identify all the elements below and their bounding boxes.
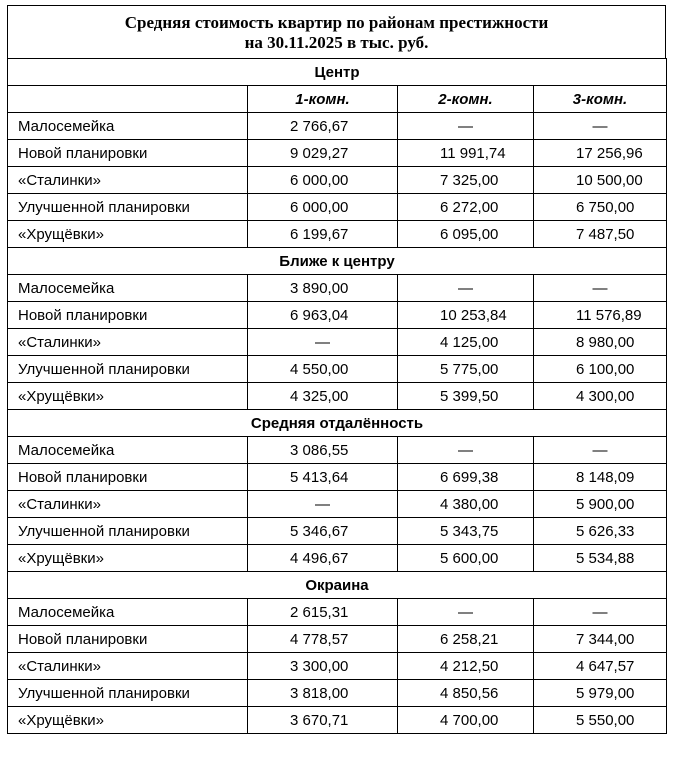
price-cell-1-room: 9 029,27	[248, 140, 398, 167]
table-row	[8, 275, 667, 302]
apartment-type-cell: Улучшенной планировки	[8, 194, 248, 221]
column-header-rooms-1: 1-комн.	[248, 86, 398, 113]
price-cell-3-room: 11 576,89	[534, 302, 667, 329]
section-header-row	[8, 410, 667, 437]
table-row	[8, 329, 667, 356]
price-cell-2-room: 10 253,84	[398, 302, 534, 329]
price-cell-2-room: —	[398, 599, 534, 626]
price-cell-1-room: 3 670,71	[248, 707, 398, 734]
column-header-row	[8, 86, 667, 113]
table-row	[8, 464, 667, 491]
price-cell-3-room: 8 980,00	[534, 329, 667, 356]
table-row	[8, 383, 667, 410]
price-table	[7, 58, 667, 734]
table-row	[8, 194, 667, 221]
table-row	[8, 626, 667, 653]
price-cell-1-room: 3 300,00	[248, 653, 398, 680]
table-row	[8, 113, 667, 140]
apartment-type-cell: Новой планировки	[8, 626, 248, 653]
price-cell-1-room: 6 199,67	[248, 221, 398, 248]
price-cell-3-room: 17 256,96	[534, 140, 667, 167]
apartment-type-cell: Новой планировки	[8, 140, 248, 167]
apartment-type-cell: «Сталинки»	[8, 653, 248, 680]
price-cell-3-room: 5 626,33	[534, 518, 667, 545]
price-cell-3-room: 8 148,09	[534, 464, 667, 491]
price-cell-1-room: —	[248, 329, 398, 356]
table-row	[8, 518, 667, 545]
price-cell-1-room: 5 413,64	[248, 464, 398, 491]
price-cell-3-room: 5 550,00	[534, 707, 667, 734]
price-cell-3-room: 7 344,00	[534, 626, 667, 653]
apartment-type-cell: Малосемейка	[8, 113, 248, 140]
price-cell-1-room: 2 615,31	[248, 599, 398, 626]
table-row	[8, 140, 667, 167]
table-row	[8, 221, 667, 248]
table-row	[8, 599, 667, 626]
price-cell-3-room: 7 487,50	[534, 221, 667, 248]
price-cell-3-room: —	[534, 437, 667, 464]
section-header-row	[8, 572, 667, 599]
price-cell-1-room: 4 325,00	[248, 383, 398, 410]
price-cell-3-room: —	[534, 275, 667, 302]
price-cell-2-room: 6 699,38	[398, 464, 534, 491]
price-cell-3-room: —	[534, 113, 667, 140]
price-cell-1-room: 2 766,67	[248, 113, 398, 140]
price-cell-3-room: —	[534, 599, 667, 626]
table-row	[8, 437, 667, 464]
price-cell-3-room: 5 534,88	[534, 545, 667, 572]
apartment-type-cell: Малосемейка	[8, 275, 248, 302]
price-cell-1-room: 6 000,00	[248, 194, 398, 221]
apartment-type-cell: Новой планировки	[8, 464, 248, 491]
section-title: Окраина	[8, 572, 667, 599]
apartment-type-cell: Новой планировки	[8, 302, 248, 329]
price-cell-1-room: 3 890,00	[248, 275, 398, 302]
table-row	[8, 356, 667, 383]
table-row	[8, 707, 667, 734]
apartment-type-cell: «Сталинки»	[8, 329, 248, 356]
table-row	[8, 653, 667, 680]
price-cell-2-room: 5 600,00	[398, 545, 534, 572]
price-cell-1-room: 4 550,00	[248, 356, 398, 383]
column-header-rooms-2: 2-комн.	[398, 86, 534, 113]
price-cell-3-room: 10 500,00	[534, 167, 667, 194]
price-cell-1-room: 5 346,67	[248, 518, 398, 545]
price-cell-2-room: 4 212,50	[398, 653, 534, 680]
table-row	[8, 167, 667, 194]
price-cell-2-room: 5 399,50	[398, 383, 534, 410]
price-cell-2-room: 5 775,00	[398, 356, 534, 383]
table-title	[7, 5, 666, 58]
price-table-body	[8, 59, 667, 734]
column-header-rooms-3: 3-комн.	[534, 86, 667, 113]
price-cell-2-room: 4 380,00	[398, 491, 534, 518]
price-cell-3-room: 6 100,00	[534, 356, 667, 383]
price-cell-1-room: 3 086,55	[248, 437, 398, 464]
title-line-1: Средняя стоимость квартир по районам престижности	[124, 13, 549, 32]
price-cell-2-room: 6 258,21	[398, 626, 534, 653]
price-cell-3-room: 5 900,00	[534, 491, 667, 518]
price-cell-1-room: 3 818,00	[248, 680, 398, 707]
price-cell-2-room: 6 095,00	[398, 221, 534, 248]
price-cell-3-room: 5 979,00	[534, 680, 667, 707]
apartment-type-cell: Улучшенной планировки	[8, 518, 248, 545]
table-row	[8, 302, 667, 329]
price-cell-2-room: 7 325,00	[398, 167, 534, 194]
apartment-type-cell: «Хрущёвки»	[8, 545, 248, 572]
section-title: Ближе к центру	[8, 248, 667, 275]
title-line-2: на 30.11.2025 в тыс. руб.	[244, 33, 429, 52]
apartment-type-cell: Малосемейка	[8, 599, 248, 626]
price-cell-2-room: —	[398, 437, 534, 464]
price-cell-1-room: —	[248, 491, 398, 518]
section-header-row	[8, 59, 667, 86]
price-cell-2-room: —	[398, 113, 534, 140]
price-cell-2-room: 11 991,74	[398, 140, 534, 167]
price-cell-2-room: —	[398, 275, 534, 302]
apartment-type-cell: Улучшенной планировки	[8, 680, 248, 707]
section-header-row	[8, 248, 667, 275]
price-cell-1-room: 4 496,67	[248, 545, 398, 572]
price-cell-3-room: 4 647,57	[534, 653, 667, 680]
price-cell-2-room: 4 850,56	[398, 680, 534, 707]
apartment-type-cell: «Сталинки»	[8, 167, 248, 194]
column-header-type	[8, 86, 248, 113]
apartment-type-cell: Улучшенной планировки	[8, 356, 248, 383]
section-title: Средняя отдалённость	[8, 410, 667, 437]
table-row	[8, 680, 667, 707]
price-cell-2-room: 4 125,00	[398, 329, 534, 356]
apartment-type-cell: «Хрущёвки»	[8, 221, 248, 248]
apartment-type-cell: «Хрущёвки»	[8, 707, 248, 734]
table-row	[8, 491, 667, 518]
price-cell-1-room: 4 778,57	[248, 626, 398, 653]
table-row	[8, 545, 667, 572]
price-cell-1-room: 6 000,00	[248, 167, 398, 194]
apartment-type-cell: Малосемейка	[8, 437, 248, 464]
price-cell-3-room: 4 300,00	[534, 383, 667, 410]
price-cell-1-room: 6 963,04	[248, 302, 398, 329]
price-cell-3-room: 6 750,00	[534, 194, 667, 221]
price-cell-2-room: 5 343,75	[398, 518, 534, 545]
price-cell-2-room: 4 700,00	[398, 707, 534, 734]
price-cell-2-room: 6 272,00	[398, 194, 534, 221]
apartment-type-cell: «Сталинки»	[8, 491, 248, 518]
apartment-type-cell: «Хрущёвки»	[8, 383, 248, 410]
section-title: Центр	[8, 59, 667, 86]
